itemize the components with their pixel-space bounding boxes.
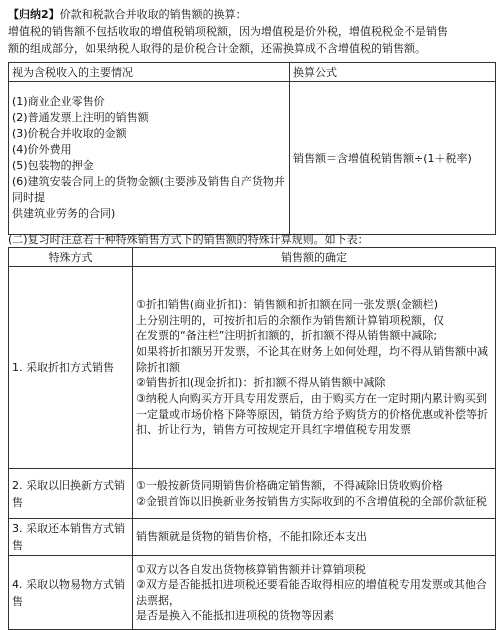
table1-formula: 销售额＝含增值税销售额÷(1＋税率): [290, 82, 496, 235]
rule-line: 如果将折扣额另开发票，不论其在财务上如何处理，均不得从销售额中减除折扣额: [136, 344, 488, 374]
intro-heading: [8, 6, 496, 23]
rule-cell: [133, 519, 496, 556]
rule-line: 在发票的“备注栏”注明折扣额的，折扣额不得从销售额中减除;: [136, 329, 438, 343]
intro-tag: 【归纳2】: [8, 8, 60, 21]
table2-header-left: 特殊方式: [9, 248, 133, 267]
rule-line: ①折扣销售(商业折扣)：销售额和折扣额在同一张发票(金额栏): [136, 297, 439, 311]
table1-item: (5)包装物的押金: [12, 159, 94, 172]
table1-item: (4)价外费用: [12, 143, 72, 156]
rule-line: ②销售折扣(现金折扣)：折扣额不得从销售额中减除: [136, 376, 386, 390]
section-subtitle: (二)复习时注意若干种特殊销售方式下的销售额的特殊计算规则。如下表：: [8, 233, 369, 246]
method-cell: 3. 采取还本销售方式销售: [9, 519, 133, 556]
table-row: [9, 267, 496, 469]
rule-cell: [133, 469, 496, 519]
table-row: [9, 519, 496, 556]
intro-line-2: 额的组成部分，如果纳税人取得的是价税合计金额，还需换算成不含增值税的销售额。: [8, 42, 426, 55]
table1-header-right: 换算公式: [290, 63, 496, 82]
method-cell: 2. 采取以旧换新方式销售: [9, 469, 133, 519]
intro-line-1: 增值税的销售额不包括收取的增值税销项税额，因为增值税是价外税，增值税税金不是销售: [8, 25, 448, 38]
table2-header-right: 销售额的确定: [133, 248, 496, 267]
table1-item: (6)建筑安装合同上的货物金额(主要涉及销售自产货物并同时提: [12, 175, 285, 204]
method-cell: 4. 采取以物易物方式销售: [9, 556, 133, 630]
table1-item: 供建筑业劳务的合同): [12, 207, 116, 220]
table-row: [9, 556, 496, 630]
rule-line: 销售额就是货物的销售价格，不能扣除还本支出: [136, 530, 367, 544]
table1-item: (3)价税合并收取的金额: [12, 127, 127, 140]
intro-title: 价款和税款合并收取的销售额的换算：: [59, 8, 247, 21]
rule-cell: [133, 267, 496, 469]
rule-line: ①一般按新货同期销售价格确定销售额，不得减除旧货收购价格: [136, 479, 443, 492]
table1-header-left: 视为含税收入的主要情况: [9, 63, 290, 82]
special-sales-table: [8, 247, 496, 630]
table1-item: (2)普通发票上注明的销售额: [12, 111, 149, 124]
rule-line: ②金银首饰以旧换新业务按销售方实际收到的不含增值税的全部价款征税: [136, 494, 487, 508]
taxable-income-table: [8, 62, 496, 235]
rule-line: ①双方以各自发出货物核算销售额并计算销项税: [136, 562, 366, 576]
rule-line: ③纳税人向购买方开具专用发票后，由于购买方在一定时期内累计购买到一定量或市场价格下降等原因，销货方给予购货方的价格优惠或补偿等折扣、折让行为，销售方可按规定开具红字增值税专用发票: [136, 392, 488, 437]
rule-line: 上分别注明的，可按折扣后的余额作为销售额计算销项税额，仅: [136, 313, 444, 327]
method-cell: 1. 采取折扣方式销售: [9, 267, 133, 469]
table1-item: (1)商业企业零售价: [12, 95, 105, 108]
rule-line: 是否是换入不能抵扣进项税的货物等因素: [136, 609, 334, 622]
rule-cell: [133, 556, 496, 630]
table1-items-cell: [9, 82, 290, 235]
intro-section: [8, 6, 496, 57]
table-row: [9, 469, 496, 519]
rule-line: ②双方是否能抵扣进项税还要看能否取得相应的增值税专用发票或其他合法票据，: [136, 578, 487, 607]
